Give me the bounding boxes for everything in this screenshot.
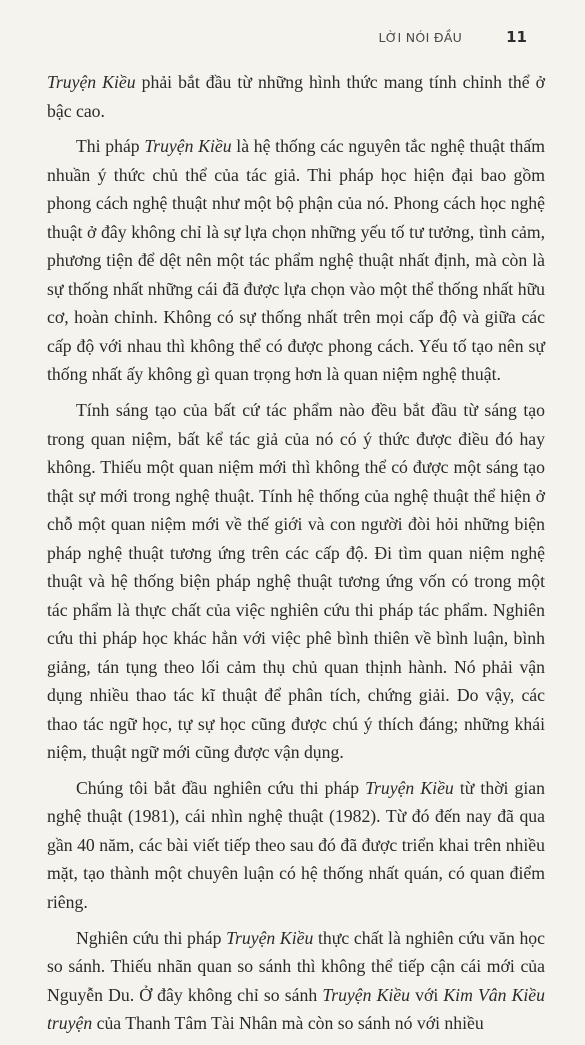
paragraph	[47, 774, 545, 917]
text-segment: từ thời gian nghệ thuật (1981), cái nhìn nghệ thuật (1982). Từ đó đến nay đã qua gần 40 năm, các bài viết tiếp theo sau đó đã được triển khai trên nhiều mặt, tạo thành một chuyên luận có hệ thống nhất quán, có quan điểm riêng.	[47, 777, 545, 912]
body-text	[47, 68, 545, 1045]
paragraph	[47, 132, 545, 389]
text-segment: là hệ thống các nguyên tắc nghệ thuật thấm nhuần ý thức chủ thể của tác giả. Thi pháp học hiện đại bao gồm phong cách nghệ thuật như một bộ phận của nó. Phong cách học nghệ thuật ở đây không chỉ là sự lựa chọn những yếu tố tư tưởng, tình cảm, phương tiện để dệt nên một tác phẩm nghệ thuật nhất định, mà còn là sự thống nhất những cái đã được lựa chọn vào một thể thống nhất hữu cơ, hoàn chỉnh. Không có sự thống nhất trên mọi cấp độ và giữa các cấp độ với nhau thì không thể có được phong cách. Yếu tố tạo nên sự thống nhất ấy không gì quan trọng hơn là quan niệm nghệ thuật.	[47, 136, 545, 385]
italic-title-segment: Kim Vân Kiều truyện	[47, 984, 545, 1034]
text-segment: Nghiên cứu thi pháp	[76, 927, 227, 948]
italic-title-segment: Truyện Kiều	[322, 984, 410, 1005]
text-segment: thực chất là nghiên cứu văn học so sánh. Thiếu nhãn quan so sánh thì không thể tiếp cận cái mới của Nguyễn Du. Ở đây không chỉ so sánh	[47, 927, 545, 1005]
text-segment: của Thanh Tâm Tài Nhân mà còn so sánh nó với nhiều	[92, 1013, 484, 1034]
paragraph	[47, 396, 545, 767]
italic-title-segment: Truyện Kiều	[47, 72, 136, 92]
page-number: 11	[506, 28, 527, 46]
paragraph	[47, 68, 545, 125]
italic-title-segment: Truyện Kiều	[144, 136, 232, 157]
page-header	[379, 28, 527, 46]
running-title: LỜI NÓI ĐẦU	[378, 30, 463, 45]
italic-title-segment: Truyện Kiều	[226, 927, 314, 948]
paragraph	[47, 924, 545, 1038]
text-segment: Tính sáng tạo của bất cứ tác phẩm nào đều bắt đầu từ sáng tạo trong quan niệm, bất kể tác giả của nó có ý thức được điều đó hay không. Thiếu một quan niệm mới thì không thể có được một sáng tạo thật sự mới trong nghệ thuật. Tính hệ thống của nghệ thuật thể hiện ở chỗ một quan niệm mới về thế giới và con người đòi hỏi những biện pháp nghệ thuật tương ứng trên các cấp độ. Đi tìm quan niệm nghệ thuật và hệ thống biện pháp nghệ thuật tương ứng vốn có trong một tác phẩm là thực chất của việc nghiên cứu thi pháp tác phẩm. Nghiên cứu thi pháp học khác hẳn với việc phê bình thiên về bình luận, bình giảng, tán tụng theo lối cảm thụ chủ quan thịnh hành. Nó phải vận dụng nhiều thao tác kĩ thuật để phân tích, chứng giải. Do vậy, các thao tác ngữ học, tự sự học cũng được chú ý thích đáng; những khái niệm, thuật ngữ mới cũng được vận dụng.	[47, 400, 545, 763]
text-segment: với	[410, 984, 444, 1005]
text-segment: phải bắt đầu từ những hình thức mang tính chỉnh thể ở bậc cao.	[47, 72, 545, 121]
italic-title-segment: Truyện Kiều	[365, 777, 454, 798]
text-segment: Thi pháp	[76, 136, 145, 157]
text-segment: Chúng tôi bắt đầu nghiên cứu thi pháp	[76, 777, 366, 798]
